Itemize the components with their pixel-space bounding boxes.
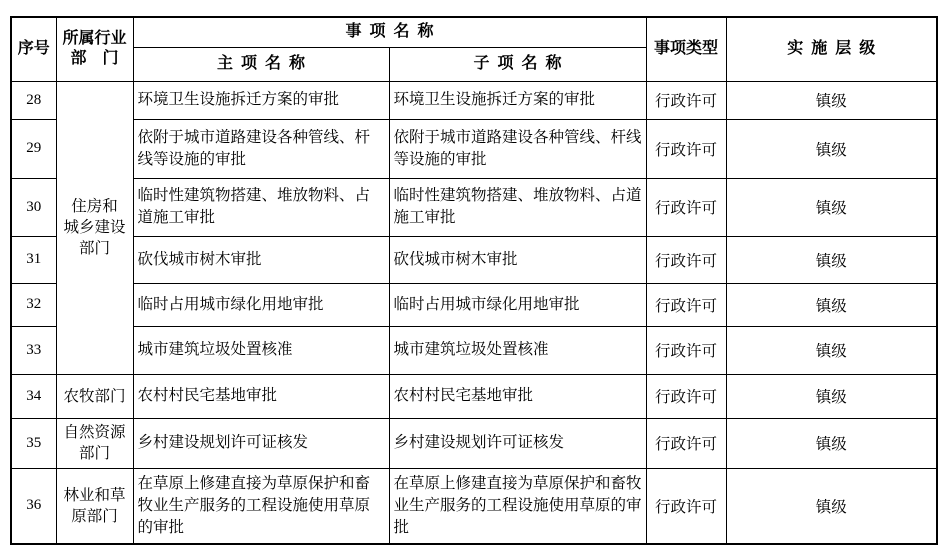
table-row-31 (11, 236, 937, 283)
main-item-cell: 乡村建设规划许可证核发 (133, 418, 389, 468)
header-department: 所属行业 部 门 (56, 17, 133, 81)
item-type-cell: 行政许可 (646, 119, 726, 178)
header-serial: 序号 (11, 17, 56, 81)
header-sub-item-name: 子项名称 (389, 47, 646, 81)
item-type-cell: 行政许可 (646, 468, 726, 544)
implementation-level-cell: 镇级 (726, 468, 937, 544)
table-row-36 (11, 468, 937, 544)
implementation-level-cell: 镇级 (726, 374, 937, 418)
serial-cell: 34 (11, 374, 56, 418)
serial-cell: 36 (11, 468, 56, 544)
main-item-cell: 在草原上修建直接为草原保护和畜牧业生产服务的工程设施使用草原的审批 (133, 468, 389, 544)
serial-cell: 33 (11, 326, 56, 374)
item-type-cell: 行政许可 (646, 81, 726, 119)
implementation-level-cell: 镇级 (726, 119, 937, 178)
implementation-level-cell: 镇级 (726, 236, 937, 283)
sub-item-cell: 乡村建设规划许可证核发 (389, 418, 646, 468)
implementation-level-cell: 镇级 (726, 418, 937, 468)
serial-cell: 31 (11, 236, 56, 283)
approval-items-table (10, 16, 938, 545)
department-cell: 自然资源 部门 (56, 418, 133, 468)
sub-item-cell: 临时占用城市绿化用地审批 (389, 283, 646, 326)
department-cell: 农牧部门 (56, 374, 133, 418)
main-item-cell: 临时占用城市绿化用地审批 (133, 283, 389, 326)
main-item-cell: 环境卫生设施拆迁方案的审批 (133, 81, 389, 119)
header-main-item-name: 主项名称 (133, 47, 389, 81)
header-implementation-level: 实施层级 (726, 17, 937, 81)
item-type-cell: 行政许可 (646, 418, 726, 468)
header-row-1 (11, 17, 937, 47)
serial-cell: 35 (11, 418, 56, 468)
sub-item-cell: 环境卫生设施拆迁方案的审批 (389, 81, 646, 119)
table-row-33 (11, 326, 937, 374)
implementation-level-cell: 镇级 (726, 326, 937, 374)
department-cell: 住房和 城乡建设 部门 (56, 81, 133, 374)
sub-item-cell: 农村村民宅基地审批 (389, 374, 646, 418)
serial-cell: 30 (11, 178, 56, 236)
item-type-cell: 行政许可 (646, 326, 726, 374)
main-item-cell: 农村村民宅基地审批 (133, 374, 389, 418)
table-row-32 (11, 283, 937, 326)
item-type-cell: 行政许可 (646, 178, 726, 236)
sub-item-cell: 在草原上修建直接为草原保护和畜牧业生产服务的工程设施使用草原的审批 (389, 468, 646, 544)
serial-cell: 28 (11, 81, 56, 119)
main-item-cell: 砍伐城市树木审批 (133, 236, 389, 283)
item-type-cell: 行政许可 (646, 236, 726, 283)
serial-cell: 29 (11, 119, 56, 178)
table-row-29 (11, 119, 937, 178)
main-item-cell: 依附于城市道路建设各种管线、杆线等设施的审批 (133, 119, 389, 178)
implementation-level-cell: 镇级 (726, 178, 937, 236)
sub-item-cell: 城市建筑垃圾处置核准 (389, 326, 646, 374)
table-row-30 (11, 178, 937, 236)
table-row-34 (11, 374, 937, 418)
main-item-cell: 临时性建筑物搭建、堆放物料、占道施工审批 (133, 178, 389, 236)
sub-item-cell: 砍伐城市树木审批 (389, 236, 646, 283)
item-type-cell: 行政许可 (646, 283, 726, 326)
header-item-type: 事项类型 (646, 17, 726, 81)
table-row-35 (11, 418, 937, 468)
table-row-28 (11, 81, 937, 119)
implementation-level-cell: 镇级 (726, 81, 937, 119)
sub-item-cell: 临时性建筑物搭建、堆放物料、占道施工审批 (389, 178, 646, 236)
main-item-cell: 城市建筑垃圾处置核准 (133, 326, 389, 374)
sub-item-cell: 依附于城市道路建设各种管线、杆线等设施的审批 (389, 119, 646, 178)
item-type-cell: 行政许可 (646, 374, 726, 418)
implementation-level-cell: 镇级 (726, 283, 937, 326)
serial-cell: 32 (11, 283, 56, 326)
department-cell: 林业和草 原部门 (56, 468, 133, 544)
header-item-name: 事项名称 (133, 17, 646, 47)
